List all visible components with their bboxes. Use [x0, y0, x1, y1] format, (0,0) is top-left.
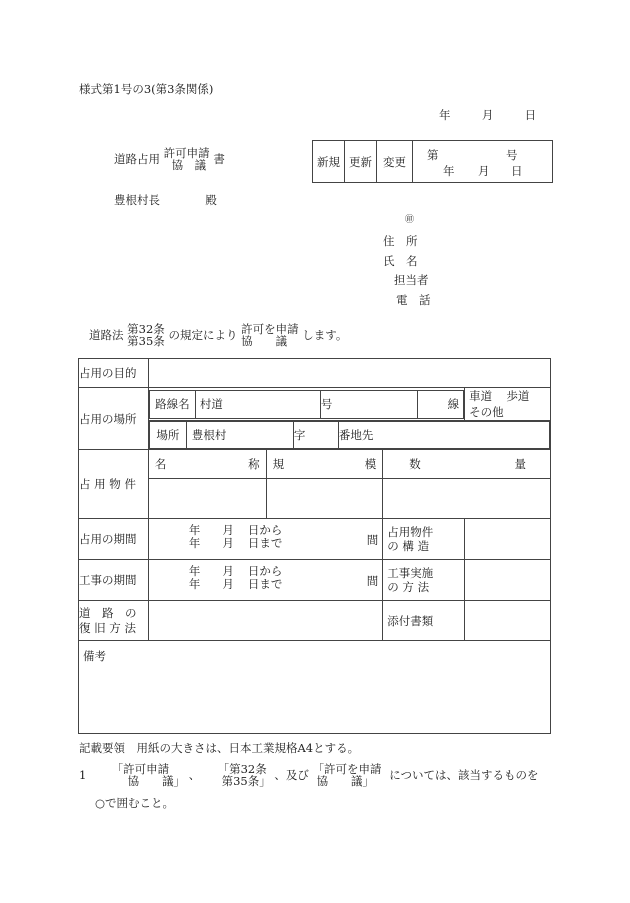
restore-value[interactable] — [148, 601, 382, 641]
place-location-row — [79, 421, 551, 450]
objects-spec-header: 規 模 — [266, 450, 383, 479]
permit-number: 第 号 年 月 日 — [427, 148, 523, 178]
applicant-name-label: 氏 名 — [383, 254, 418, 268]
location-aza: 字 — [293, 422, 338, 449]
route-number: 号 — [320, 390, 417, 418]
notes-item-1-cont: ○で囲むこと。 — [95, 796, 175, 810]
form-number: 様式第1号の3(第3条関係) — [79, 82, 214, 96]
addressee: 豊根村長 殿 — [114, 193, 217, 207]
purpose-row — [79, 359, 551, 388]
date-year: 年 — [439, 108, 451, 122]
date-month: 月 — [481, 108, 494, 122]
title-prefix: 道路占用 — [114, 152, 160, 166]
form-title — [114, 147, 225, 171]
applicant-address-label: 住 所 — [383, 234, 418, 248]
application-type-box — [312, 140, 553, 183]
location-village: 豊根村 — [186, 422, 293, 449]
period-value[interactable]: 年 月 日から 年 月 日まで 間 — [148, 519, 382, 560]
statement-end: します。 — [302, 328, 348, 342]
applicant-phone-label: 電 話 — [396, 293, 431, 307]
purpose-label: 占用の目的 — [79, 359, 149, 388]
objects-value-row — [79, 479, 551, 519]
statement-mid: の規定により — [168, 328, 238, 342]
seal-mark: ㊞ — [405, 215, 415, 225]
type-change[interactable]: 変更 — [377, 141, 413, 182]
restore-label: 道 路 の 復 旧 方 法 — [79, 601, 149, 641]
lane-car[interactable]: 車道 — [469, 389, 493, 403]
statement — [89, 323, 347, 347]
statement-articles: 第32条 第35条 — [127, 322, 165, 348]
restore-row — [79, 601, 551, 641]
date-day: 日 — [524, 108, 537, 122]
statement-law: 道路法 — [89, 328, 124, 342]
attachments-label: 添付書類 — [383, 601, 465, 641]
place-label: 占用の場所 — [79, 388, 149, 450]
route-cell[interactable] — [148, 388, 464, 421]
notes-item-1: 1 「許可申請 協 議」 、 「第32条 第35条」 、及び 「許可を申請 協 議」 については、該当するものを — [79, 762, 539, 788]
type-new[interactable]: 新規 — [313, 141, 345, 182]
route-type: 村道 — [195, 390, 320, 418]
title-suffix: 書 — [213, 152, 225, 166]
application-table — [78, 358, 551, 734]
remarks-cell[interactable] — [79, 641, 551, 734]
objects-qty-value[interactable] — [383, 479, 551, 519]
structure-value[interactable] — [465, 519, 551, 560]
objects-name-header: 名 称 — [148, 450, 266, 479]
type-renew[interactable]: 更新 — [345, 141, 377, 182]
objects-header-row — [79, 450, 551, 479]
structure-label: 占用物件 の 構 造 — [383, 519, 465, 560]
route-line: 線 — [417, 390, 463, 418]
location-cell[interactable] — [148, 421, 550, 450]
work-period-label: 工事の期間 — [79, 560, 149, 601]
method-label: 工事実施 の 方 法 — [383, 560, 465, 601]
place-route-row — [79, 388, 551, 421]
period-between: 間 — [366, 533, 379, 547]
method-value[interactable] — [465, 560, 551, 601]
objects-name-value[interactable] — [148, 479, 266, 519]
lane-walk[interactable]: 歩道 — [506, 389, 530, 403]
objects-qty-header: 数 量 — [383, 450, 551, 479]
objects-label: 占 用 物 件 — [79, 450, 149, 519]
purpose-value[interactable] — [148, 359, 550, 388]
work-period-between: 間 — [366, 574, 379, 588]
work-period-row — [79, 560, 551, 601]
honorific: 殿 — [205, 193, 217, 207]
statement-options: 許可を申請 協 議 — [241, 322, 299, 348]
date-line — [439, 107, 536, 123]
location-label: 場所 — [149, 422, 186, 449]
location-banchi: 番地先 — [338, 422, 549, 449]
notes-heading: 記載要領 用紙の大きさは、日本工業規格A4とする。 — [79, 741, 360, 755]
remarks-row — [79, 641, 551, 734]
title-options: 許可申請 協 議 — [163, 146, 210, 172]
objects-spec-value[interactable] — [266, 479, 383, 519]
period-row — [79, 519, 551, 560]
attachments-value[interactable] — [465, 601, 551, 641]
period-label: 占用の期間 — [79, 519, 149, 560]
lane-other[interactable]: その他 — [469, 405, 504, 419]
applicant-contact-label: 担当者 — [394, 273, 429, 287]
work-period-value[interactable]: 年 月 日から 年 月 日まで 間 — [148, 560, 382, 601]
lane-options — [465, 388, 551, 421]
remarks-label: 備考 — [83, 649, 106, 663]
route-label: 路線名 — [149, 390, 195, 418]
